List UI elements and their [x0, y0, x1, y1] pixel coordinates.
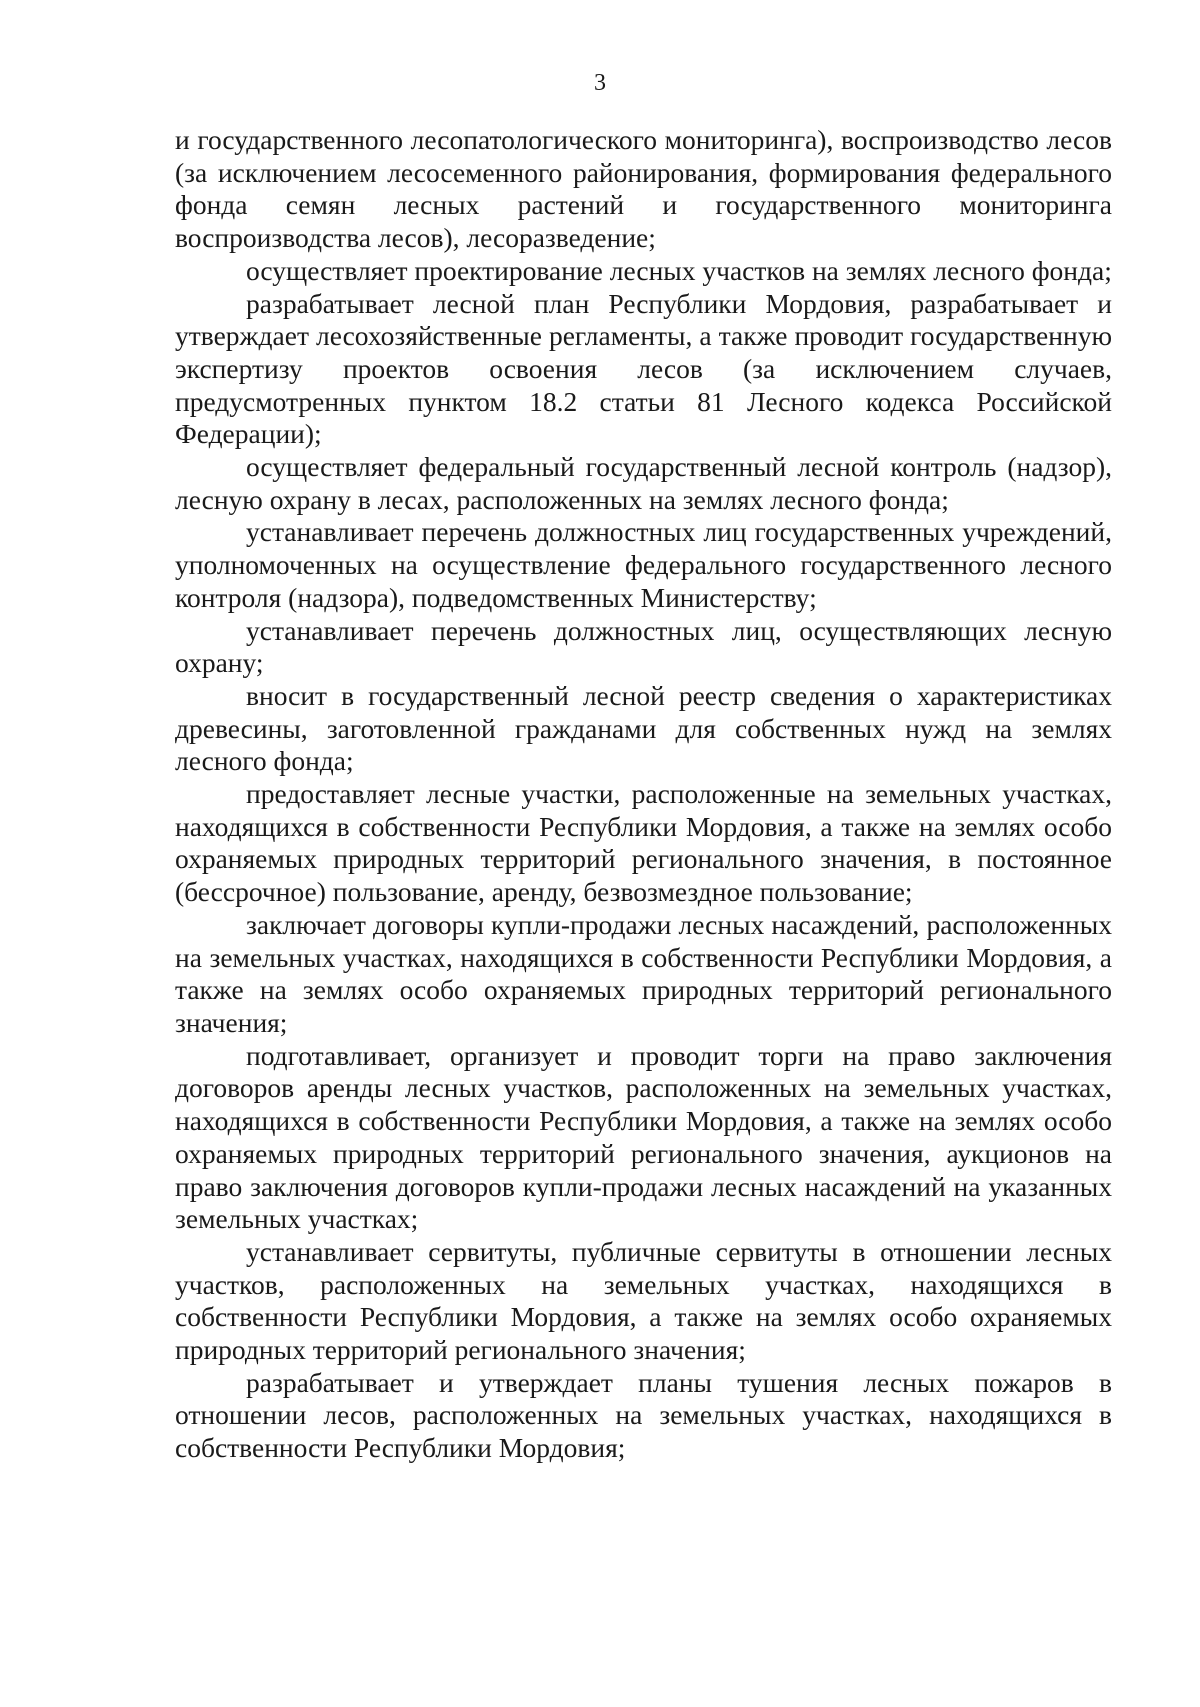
page-number: 3 — [594, 70, 606, 96]
paragraph: осуществляет проектирование лесных участков на землях лесного фонда; — [246, 254, 1112, 286]
paragraph: осуществляет федеральный государственный лесной контроль (надзор), лесную охрану в лесах, расположенных на землях лесного фонда; — [175, 451, 1112, 515]
paragraph-continuation: и государственного лесопатологического мониторинга), воспроизводство лесов (за исключением лесосеменного районирования, формирования федерального фонда семян лесных растений и государственного мониторинга воспроизводства лесов), лесоразведение; — [175, 124, 1112, 254]
paragraph: устанавливает сервитуты, публичные сервитуты в отношении лесных участков, расположенных на земельных участках, находящихся в собственности Республики Мордовия, а также на землях особо охраняемых природных территорий регионального значения; — [175, 1235, 1112, 1366]
paragraph: устанавливает перечень должностных лиц, осуществляющих лесную охрану; — [175, 614, 1112, 679]
paragraph: устанавливает перечень должностных лиц государственных учреждений, уполномоченных на осуществление федерального государственного лесного контроля (надзора), подведомственных Министерству; — [175, 516, 1112, 613]
paragraph: подготавливает, организует и проводит торги на право заключения договоров аренды лесных участков, расположенных на земельных участках, находящихся в собственности Республики Мордовия, а также на землях особо охраняемых природных территорий регионального значения, аукционов на право заключения договоров купли-продажи лесных насаждений на указанных земельных участках; — [175, 1039, 1112, 1235]
paragraph: вносит в государственный лесной реестр сведения о характеристиках древесины, заготовленной гражданами для собственных нужд на землях лесного фонда; — [175, 679, 1112, 777]
paragraph: предоставляет лесные участки, расположенные на земельных участках, находящихся в собственности Республики Мордовия, а также на землях особо охраняемых природных территорий регионального значения, в постоянное (бессрочное) пользование, аренду, безвозмездное пользование; — [175, 778, 1112, 908]
paragraph: разрабатывает лесной план Республики Мордовия, разрабатывает и утверждает лесохозяйственные регламенты, а также проводит государственную экспертизу проектов освоения лесов (за исключением случаев, предусмотренных пунктом 18.2 статьи 81 Лесного кодекса Российской Федерации); — [175, 287, 1112, 450]
document-body — [175, 124, 1112, 1465]
paragraph: разрабатывает и утверждает планы тушения лесных пожаров в отношении лесов, расположенных на земельных участках, находящихся в собственности Республики Мордовия; — [175, 1366, 1112, 1464]
paragraph: заключает договоры купли-продажи лесных насаждений, расположенных на земельных участках, находящихся в собственности Республики Мордовия, а также на землях особо охраняемых природных территорий регионального значения; — [175, 908, 1112, 1038]
